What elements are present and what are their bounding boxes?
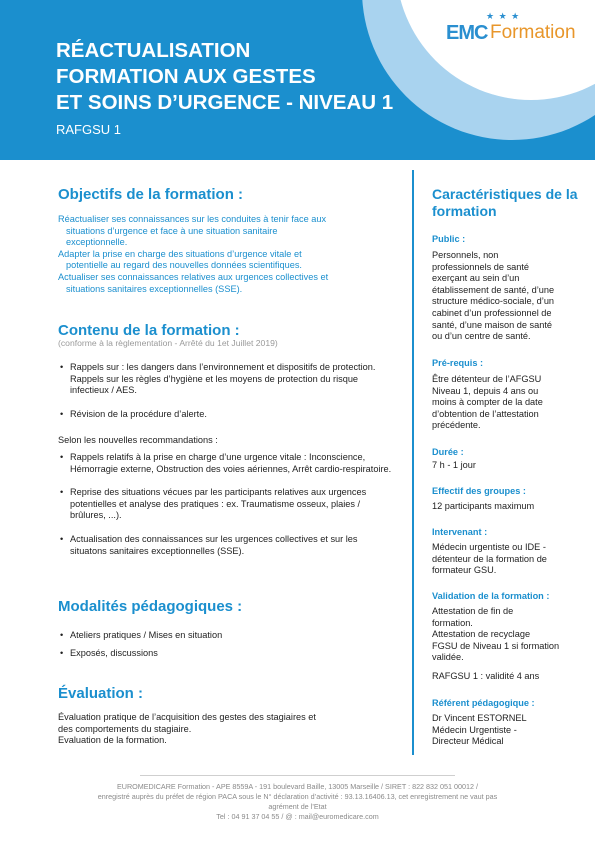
list-item: • Reprise des situations vécues par les participants relatives aux urgences potentielles et analyse des pratiques : ex. Traumatisme osseux, plaies / brûlures, ...). — [60, 487, 395, 522]
prerequis-label: Pré-requis : — [432, 358, 484, 368]
text-line: Personnels, non — [432, 250, 499, 260]
text-line: détenteur de la formation de — [432, 553, 547, 564]
contenu-list-2 — [60, 452, 395, 557]
text-line: Niveau 1, depuis 4 ans ou — [432, 385, 539, 396]
objectifs-text — [58, 214, 378, 295]
text-line: ou d’un centre de santé. — [432, 331, 531, 342]
intervenant-label: Intervenant : — [432, 527, 488, 537]
page-title — [56, 38, 416, 116]
text-line: établissement de santé, d’une — [432, 284, 555, 295]
title-line: RÉACTUALISATION — [56, 39, 251, 62]
validite-text — [432, 671, 582, 683]
title-line: ET SOINS D’URGENCE - NIVEAU 1 — [56, 91, 394, 114]
text-line: santé, d’une maison de santé — [432, 319, 553, 330]
course-code: RAFGSU 1 — [56, 122, 122, 137]
referent-label: Référent pédagogique : — [432, 698, 535, 708]
text-line: FGSU de Niveau 1 si formation — [432, 640, 560, 651]
logo-formation-text: Formation — [490, 22, 576, 43]
public-label: Public : — [432, 234, 466, 244]
text-line: exceptionnelle. — [66, 237, 128, 248]
text-line: situations sanitaires exceptionnelles (SSE). — [66, 283, 243, 294]
text-line: Evaluation de la formation. — [58, 735, 167, 746]
duree-text — [432, 460, 582, 472]
text-line: validée. — [432, 652, 464, 663]
list-item: • Révision de la procédure d’alerte. — [60, 409, 395, 421]
text-line: Être détenteur de l’AFGSU — [432, 374, 542, 384]
text-line: Dr Vincent ESTORNEL — [432, 713, 527, 723]
column-divider — [412, 170, 414, 755]
contenu-heading: Contenu de la formation : — [58, 322, 240, 339]
modalites-heading: Modalités pédagogiques : — [58, 598, 243, 615]
text-line: Directeur Médical — [432, 736, 504, 747]
text-line: Selon les nouvelles recommandations : — [58, 435, 218, 445]
text-line: situations d’urgence et face à une situation sanitaire — [66, 225, 278, 236]
text-line: précédente. — [432, 420, 481, 431]
objectifs-heading: Objectifs de la formation : — [58, 186, 244, 203]
footer-line: enregistré auprès du préfet de région PACA sous le N° déclaration d’activité : 93.13.16406.13, cet enregistrement ne vaut pas — [97, 792, 498, 801]
text-line: moins à compter de la date — [432, 397, 543, 408]
footer-line: agrément de l’Etat — [268, 802, 327, 811]
regulation-note: (conforme à la règlementation - Arrêté du 1et Juillet 2019) — [58, 338, 278, 348]
list-item: • Ateliers pratiques / Mises en situation — [60, 630, 395, 642]
list-item: • Exposés, discussions — [60, 648, 395, 660]
text-line: structure médico-sociale, d’un — [432, 296, 555, 307]
text-line: exerçant au sein d’un — [432, 273, 520, 284]
contenu-list-1 — [60, 362, 395, 420]
effectif-text — [432, 501, 582, 513]
text-line: Actualiser ses connaissances relatives aux urgences collectives et — [58, 271, 329, 282]
text-line: Adapter la prise en charge des situations d’urgence vitale et — [58, 248, 302, 259]
text-line: formation. — [432, 617, 473, 628]
effectif-label: Effectif des groupes : — [432, 486, 526, 496]
modalites-list — [60, 630, 395, 659]
text-line: formateur GSU. — [432, 565, 497, 576]
logo-emc-text: EMC — [446, 22, 488, 44]
text-line: 7 h - 1 jour — [432, 460, 476, 470]
text-line: RAFGSU 1 : validité 4 ans — [432, 671, 540, 681]
footer-line: Tel : 04 91 37 04 55 / @ : mail@euromedicare.com — [216, 812, 379, 821]
intervenant-text — [432, 542, 582, 577]
public-text — [432, 250, 582, 343]
validation-label: Validation de la formation : — [432, 591, 550, 601]
list-item: • Rappels relatifs à la prise en charge d’une urgence vitale : Inconscience, Hémorragie externe, Obstruction des voies aériennes, Arrêt cardio-respiratoire. — [60, 452, 395, 475]
text-line: cabinet d’un professionnel de — [432, 307, 552, 318]
text-line: potentielle au regard des nouvelles données scientifiques. — [66, 260, 302, 271]
recommendations-intro — [58, 435, 393, 447]
duree-label: Durée : — [432, 447, 464, 457]
text-line: des comportements du stagiaire. — [58, 723, 192, 734]
text-line: Attestation de fin de — [432, 606, 514, 616]
referent-text — [432, 713, 582, 748]
evaluation-text — [58, 712, 393, 747]
prerequis-text — [432, 374, 582, 432]
text-line: Réactualiser ses connaissances sur les conduites à tenir face aux — [58, 214, 327, 224]
text-line: Médecin Urgentiste - — [432, 724, 517, 735]
evaluation-heading: Évaluation : — [58, 685, 144, 702]
footer-divider — [140, 775, 455, 776]
list-item: • Actualisation des connaissances sur les urgences collectives et sur les situatons sanitaires exceptionnelles (SSE). — [60, 534, 395, 557]
footer-line: EUROMEDICARE Formation - APE 8559A - 191 boulevard Baille, 13005 Marseille / SIRET : 822 832 051 00012 / — [116, 782, 479, 791]
sidebar-title: Caractéristiques de la formation — [432, 186, 578, 219]
title-line: FORMATION AUX GESTES — [56, 65, 316, 88]
validation-text — [432, 606, 582, 664]
text-line: professionnels de santé — [432, 261, 530, 272]
text-line: Médecin urgentiste ou IDE - — [432, 542, 546, 552]
text-line: Évaluation pratique de l’acquisition des gestes des stagiaires et — [58, 712, 316, 722]
list-item: • Rappels sur : les dangers dans l’environnement et dispositifs de protection. Rappels sur les règles d’hygiène et les moyens de protection du risque infectieux / AES. — [60, 362, 395, 397]
text-line: 12 participants maximum — [432, 501, 535, 511]
text-line: d’obtention de l’attestation — [432, 408, 539, 419]
text-line: Attestation de recyclage — [432, 629, 531, 640]
emc-formation-logo — [438, 10, 588, 46]
logo-stars: ★ ★ ★ — [486, 11, 521, 21]
footer — [60, 782, 535, 822]
header-banner — [0, 0, 595, 160]
